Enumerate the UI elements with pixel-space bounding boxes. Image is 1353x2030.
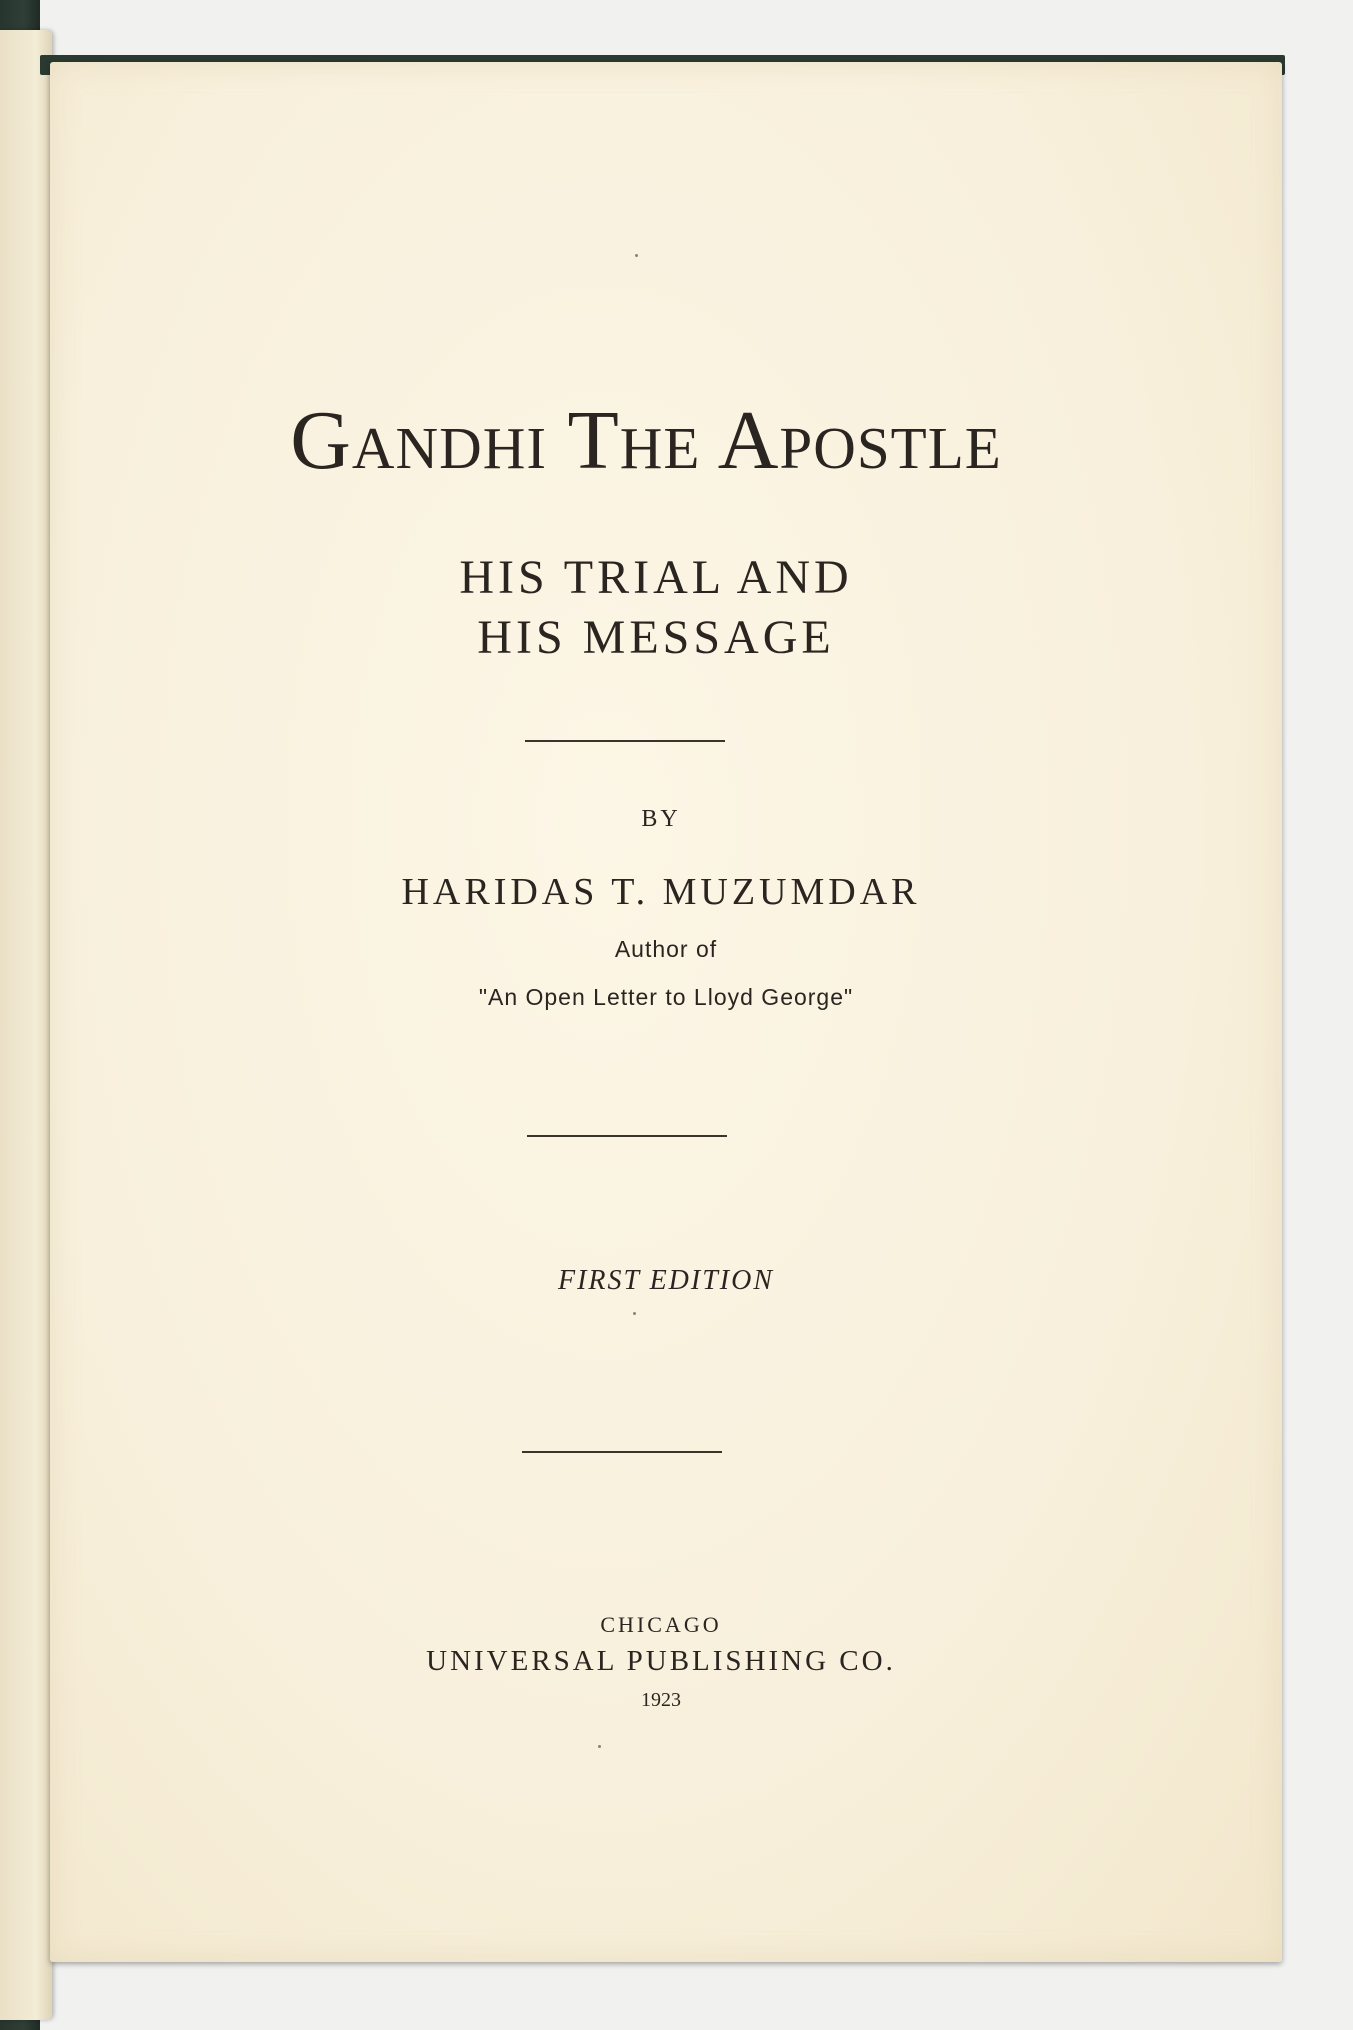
paper-speck — [635, 254, 638, 257]
publisher-name: UNIVERSAL PUBLISHING CO. — [426, 1645, 896, 1677]
author-of-label: Author of — [614, 936, 718, 962]
book-title: Gandhi The Apostle — [290, 394, 1002, 487]
divider-rule — [522, 1451, 722, 1453]
title-page — [50, 62, 1282, 1962]
paper-speck — [598, 1745, 601, 1748]
previous-work-title: "An Open Letter to Lloyd George" — [478, 984, 854, 1010]
publisher-city: CHICAGO — [600, 1612, 722, 1637]
subtitle-line-1: HIS TRIAL AND — [459, 551, 853, 604]
endpaper-edge — [0, 30, 52, 2020]
by-line: BY — [641, 806, 681, 832]
publication-year: 1923 — [641, 1689, 681, 1711]
subtitle-line-2: HIS MESSAGE — [477, 611, 835, 664]
paper-speck — [633, 1312, 636, 1315]
edition-label: FIRST EDITION — [557, 1265, 775, 1296]
divider-rule — [525, 740, 725, 742]
author-name: HARIDAS T. MUZUMDAR — [401, 871, 921, 913]
divider-rule — [527, 1135, 727, 1137]
